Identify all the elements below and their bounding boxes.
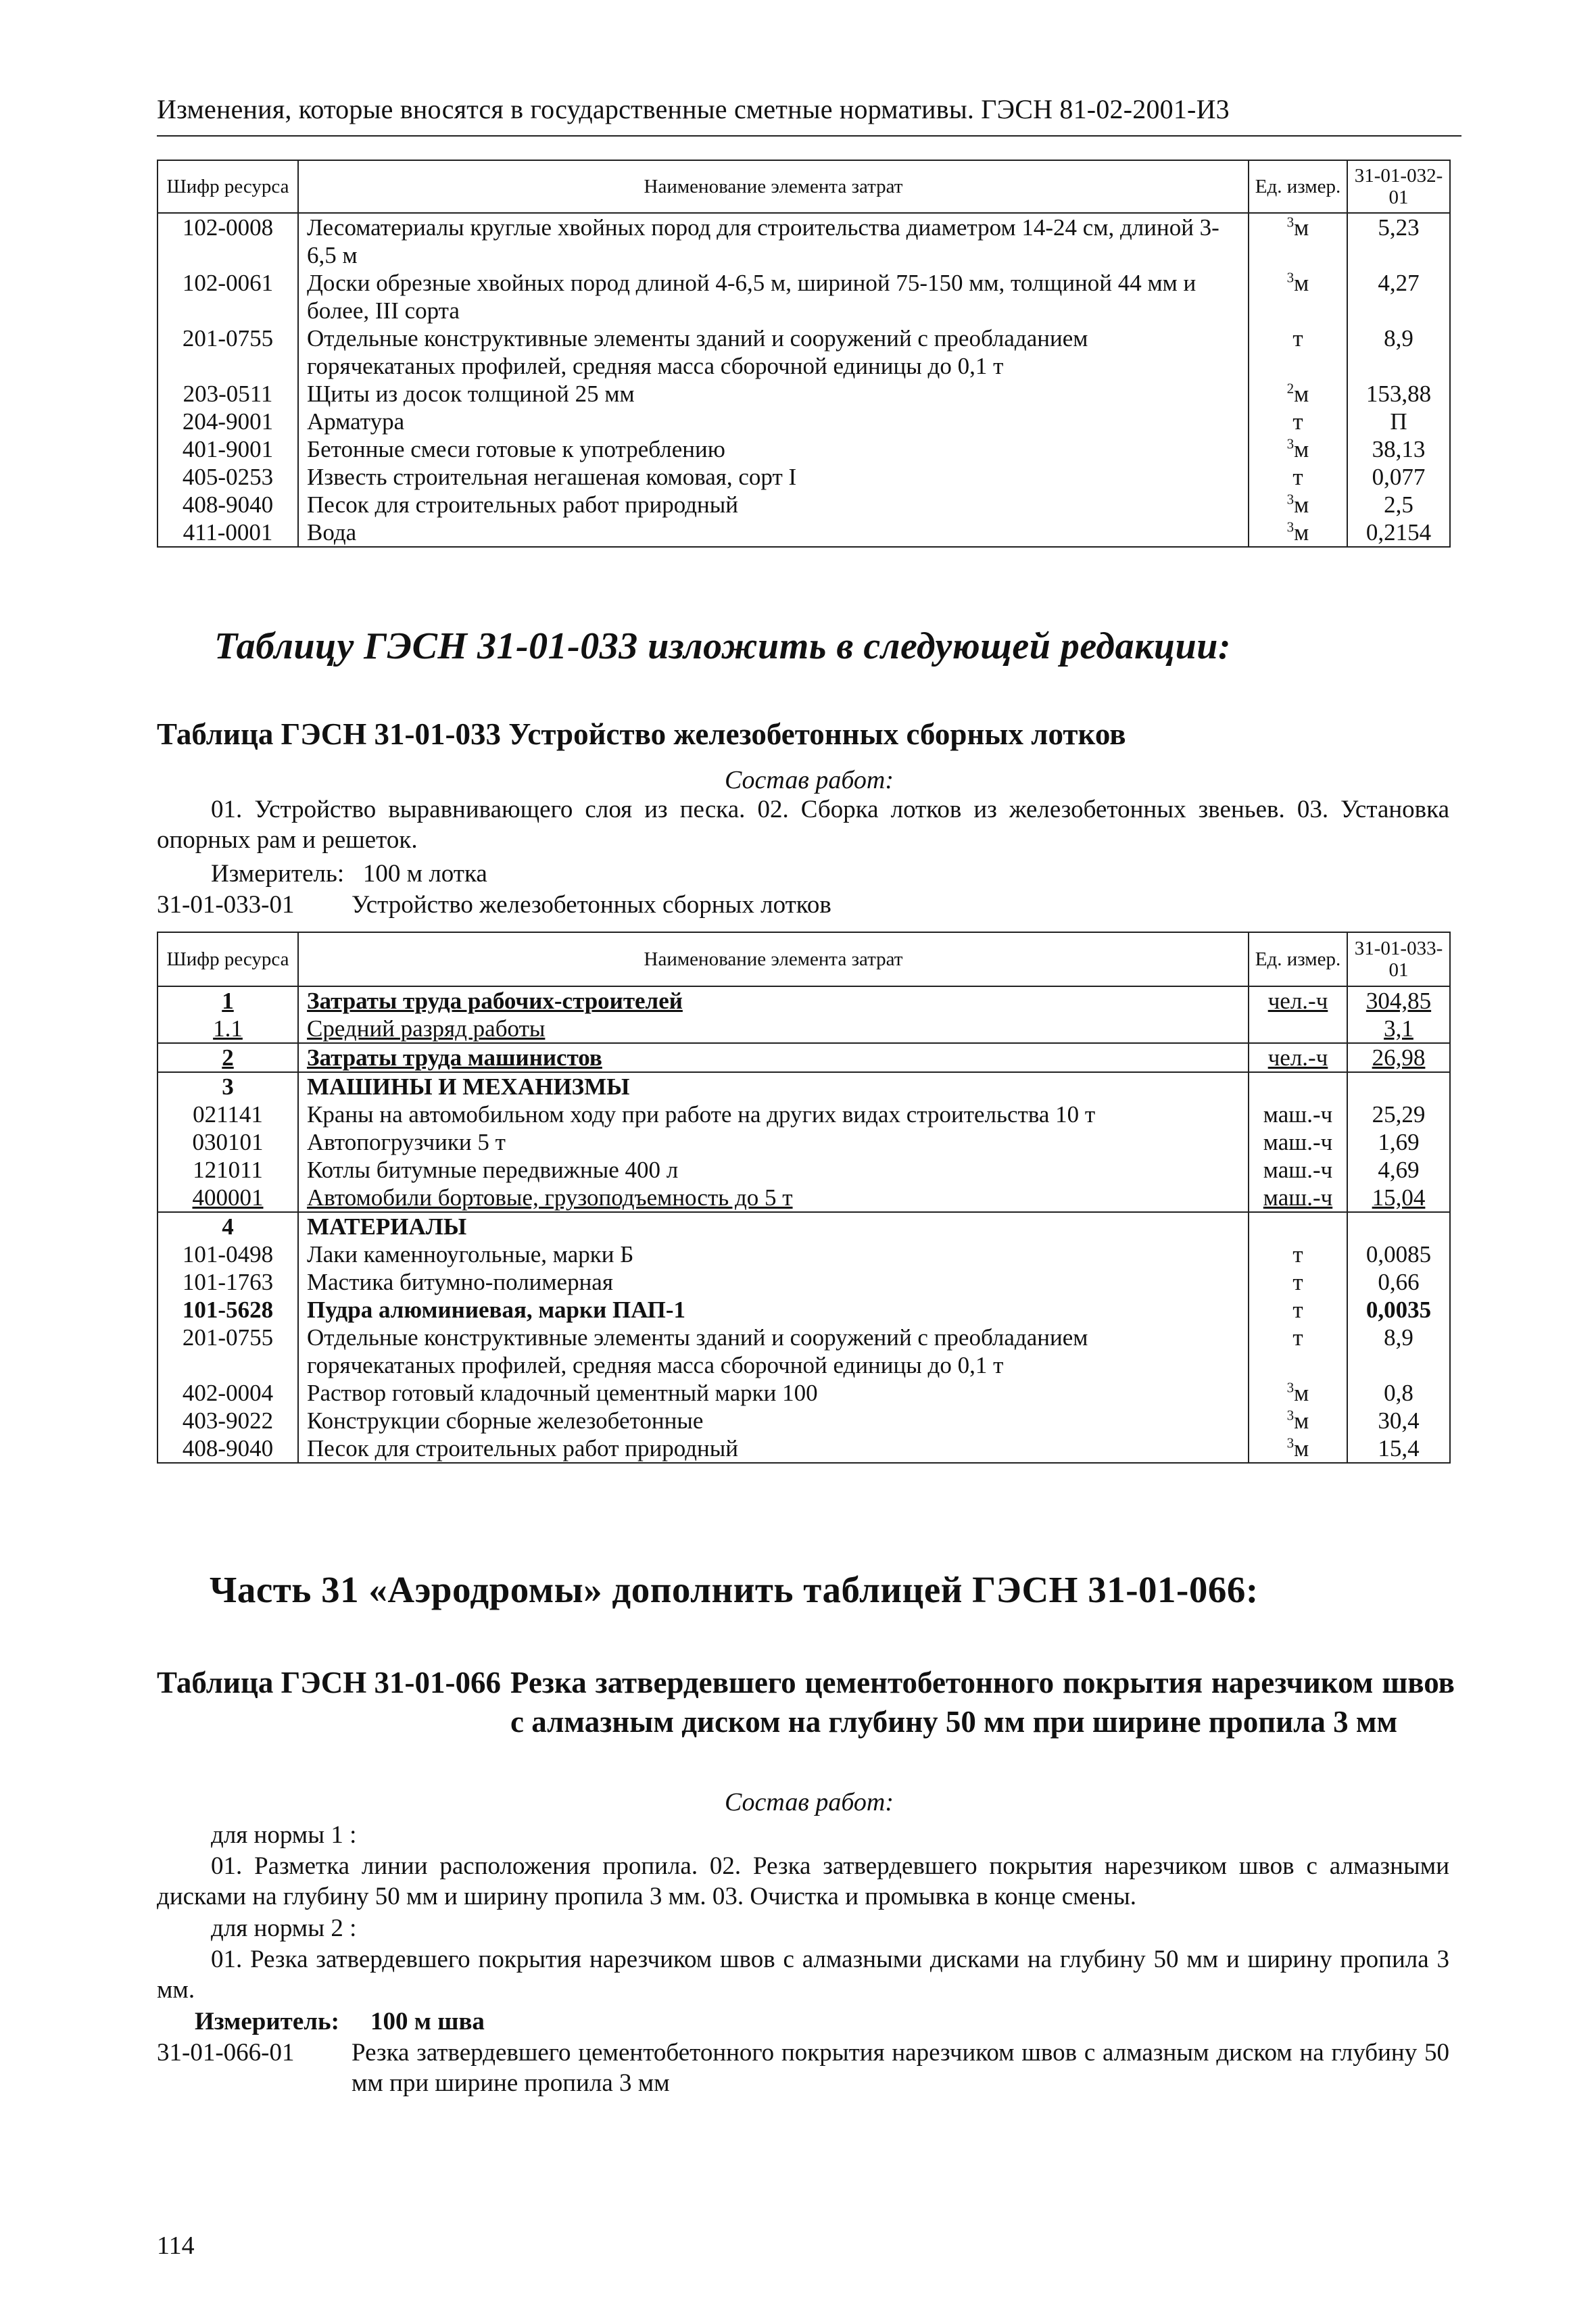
cell-code	[158, 1156, 298, 1184]
cell-value-text: 0,2154	[1365, 519, 1432, 546]
cell-value	[1347, 213, 1450, 269]
cell-name	[298, 269, 1249, 324]
cell-value	[1347, 435, 1450, 463]
cell-unit-text: маш.-ч	[1263, 1129, 1333, 1155]
cell-name-text: Песок для строительных работ природный	[307, 1435, 738, 1462]
col-header-code: Шифр ресурса	[158, 160, 298, 213]
cell-unit	[1249, 1156, 1347, 1184]
table-row	[158, 269, 1450, 324]
norm-name-066: Резка затвердевшего цементобетонного покрытия нарезчиком швов с алмазным диском на глубину 50 мм при ширине пропила 3 мм	[352, 2039, 1449, 2097]
table-row	[158, 1072, 1450, 1101]
cell-code	[158, 408, 298, 435]
cell-value	[1347, 463, 1450, 491]
cell-code	[158, 380, 298, 408]
cell-unit	[1249, 1101, 1347, 1128]
cell-unit	[1249, 1379, 1347, 1407]
col-header-code: Шифр ресурса	[158, 932, 298, 986]
cell-unit	[1249, 324, 1347, 380]
cell-name-text: Арматура	[307, 408, 405, 435]
table-row	[158, 1324, 1450, 1379]
cell-value-text: 5,23	[1378, 214, 1420, 241]
cell-unit-text: т	[1292, 325, 1303, 352]
cell-code-text: 411-0001	[183, 519, 273, 546]
cell-code-text: 408-9040	[182, 491, 274, 518]
cell-value-text: 304,85	[1365, 988, 1432, 1014]
cell-code-text: 3	[222, 1073, 234, 1100]
cell-value-text: 0,66	[1378, 1269, 1420, 1295]
cell-unit	[1249, 1268, 1347, 1296]
unit-exponent: 3	[1286, 518, 1295, 535]
cell-name-text: Известь строительная негашеная комовая, сорт I	[307, 464, 797, 490]
cell-value	[1347, 986, 1450, 1015]
table-row	[158, 1296, 1450, 1324]
cell-code	[158, 463, 298, 491]
cell-unit	[1249, 1128, 1347, 1156]
cell-unit	[1249, 380, 1347, 408]
col-header-unit: Ед. измер.	[1249, 160, 1347, 213]
cell-value	[1347, 1072, 1450, 1101]
cell-unit	[1249, 1240, 1347, 1268]
cell-name	[298, 463, 1249, 491]
cell-code-text: 201-0755	[182, 1324, 274, 1351]
table-row	[158, 1128, 1450, 1156]
cell-name-text: Бетонные смеси готовые к употреблению	[307, 436, 725, 462]
cell-code-text: 1.1	[213, 1015, 243, 1042]
cell-unit	[1249, 269, 1347, 324]
cell-name	[298, 1043, 1249, 1072]
table-row	[158, 1240, 1450, 1268]
table-row	[158, 1434, 1450, 1463]
unit-exponent: 3	[1286, 214, 1295, 231]
cell-unit	[1249, 1015, 1347, 1043]
cell-code	[158, 1043, 298, 1072]
unit-exponent: 3	[1286, 435, 1295, 452]
cell-value-text: 8,9	[1384, 1324, 1413, 1351]
table-row	[158, 463, 1450, 491]
cell-code-text: 021141	[193, 1101, 263, 1128]
cell-name-text: Автомобили бортовые, грузоподъемность до 5 т	[307, 1184, 793, 1211]
measure-033: Измеритель: 100 м лотка	[211, 860, 487, 888]
cell-code	[158, 1128, 298, 1156]
table-row	[158, 1184, 1450, 1212]
cell-unit-text: маш.-ч	[1263, 1101, 1333, 1128]
cell-code	[158, 269, 298, 324]
cell-code	[158, 1072, 298, 1101]
unit-exponent: 3	[1286, 1379, 1295, 1396]
cell-unit-text: т	[1292, 1269, 1303, 1295]
cell-unit	[1249, 1324, 1347, 1379]
cell-name	[298, 1296, 1249, 1324]
norm-name-033: Устройство железобетонных сборных лотков	[352, 891, 831, 919]
resource-table-032	[157, 160, 1451, 548]
cell-unit	[1249, 518, 1347, 547]
cell-value	[1347, 1015, 1450, 1043]
cell-code	[158, 1268, 298, 1296]
cell-code-text: 408-9040	[182, 1435, 274, 1462]
cell-value	[1347, 1434, 1450, 1463]
cell-code	[158, 1434, 298, 1463]
cell-value	[1347, 1296, 1450, 1324]
cell-code-text: 403-9022	[182, 1407, 274, 1434]
cell-name-text: Щиты из досок толщиной 25 мм	[307, 381, 635, 407]
cell-code	[158, 1101, 298, 1128]
norm-code-066: 31-01-066-01	[157, 2039, 295, 2067]
col-header-norm: 31-01-033-01	[1347, 932, 1450, 986]
cell-unit-text: т	[1292, 1241, 1303, 1268]
cell-value	[1347, 380, 1450, 408]
table-row	[158, 1268, 1450, 1296]
cell-unit	[1249, 986, 1347, 1015]
table-033-title: Таблица ГЭСН 31-01-033 Устройство железобетонных сборных лотков	[157, 717, 1126, 751]
measure-label-066: Измеритель:	[195, 2008, 339, 2035]
table-row	[158, 1043, 1450, 1072]
cell-name	[298, 1015, 1249, 1043]
cell-name-text: Автопогрузчики 5 т	[307, 1129, 506, 1155]
cell-unit-text: маш.-ч	[1263, 1184, 1333, 1211]
cell-unit-text: чел.-ч	[1267, 988, 1328, 1014]
cell-unit-text: чел.-ч	[1267, 1044, 1328, 1071]
cell-code-text: 101-1763	[182, 1269, 274, 1295]
cell-code-text: 121011	[193, 1157, 263, 1183]
cell-unit-text: м	[1294, 270, 1309, 296]
cell-code	[158, 1240, 298, 1268]
cell-value	[1347, 1379, 1450, 1407]
cell-unit	[1249, 1072, 1347, 1101]
cell-name-text: Пудра алюминиевая, марки ПАП-1	[307, 1297, 686, 1323]
cell-name-text: Мастика битумно-полимерная	[307, 1269, 613, 1295]
cell-name-text: МАТЕРИАЛЫ	[307, 1213, 467, 1240]
cell-value	[1347, 408, 1450, 435]
cell-name	[298, 1156, 1249, 1184]
cell-name	[298, 324, 1249, 380]
cell-name-text: Затраты труда машинистов	[307, 1044, 602, 1071]
unit-exponent: 3	[1286, 269, 1295, 286]
table-row	[158, 1407, 1450, 1434]
table-row	[158, 213, 1450, 269]
table-066-title-rest: Резка затвердевшего цементобетонного покрытия нарезчиком швов с алмазным диском на глубину 50 мм при ширине пропила 3 мм	[510, 1666, 1455, 1739]
cell-code	[158, 1212, 298, 1240]
cell-value-text: 15,4	[1378, 1435, 1420, 1462]
cell-name	[298, 213, 1249, 269]
cell-name	[298, 1324, 1249, 1379]
cell-code	[158, 518, 298, 547]
cell-name	[298, 491, 1249, 518]
cell-name-text: Средний разряд работы	[307, 1015, 546, 1042]
measure-value-066: 100 м шва	[370, 2008, 485, 2035]
cell-name	[298, 1379, 1249, 1407]
unit-exponent: 3	[1286, 1407, 1295, 1424]
cell-code	[158, 213, 298, 269]
table-row	[158, 1212, 1450, 1240]
cell-value	[1347, 518, 1450, 547]
cell-code-text: 102-0008	[182, 214, 274, 241]
running-header: Изменения, которые вносятся в государственные сметные нормативы. ГЭСН 81-02-2001-И3	[157, 94, 1230, 124]
cell-value-text: 0,0035	[1365, 1297, 1432, 1323]
cell-unit	[1249, 408, 1347, 435]
cell-unit-text: м	[1294, 491, 1309, 518]
cell-value-text: 4,27	[1378, 270, 1420, 296]
cell-value	[1347, 1240, 1450, 1268]
cell-value-text: 0,8	[1384, 1380, 1413, 1406]
table-row	[158, 518, 1450, 547]
cell-unit-text: маш.-ч	[1263, 1157, 1333, 1183]
table-row	[158, 324, 1450, 380]
cell-unit-text: м	[1294, 214, 1309, 241]
cell-code-text: 4	[222, 1213, 234, 1240]
cell-value-text: 30,4	[1378, 1407, 1420, 1434]
cell-unit-text: м	[1294, 1380, 1309, 1406]
cell-value-text: 3,1	[1384, 1015, 1413, 1042]
cell-code-text: 101-0498	[182, 1241, 274, 1268]
cell-value	[1347, 1043, 1450, 1072]
cell-name	[298, 1240, 1249, 1268]
cell-name	[298, 1434, 1249, 1463]
cell-code	[158, 1296, 298, 1324]
table-row	[158, 1101, 1450, 1128]
cell-unit	[1249, 1434, 1347, 1463]
norm-code-033: 31-01-033-01	[157, 891, 295, 919]
unit-exponent: 2	[1286, 380, 1295, 397]
cell-value	[1347, 269, 1450, 324]
cell-code	[158, 1379, 298, 1407]
table-row	[158, 1015, 1450, 1043]
table-066-title-lead: Таблица ГЭСН 31-01-066	[157, 1666, 501, 1699]
unit-exponent: 3	[1286, 491, 1295, 508]
header-rule	[157, 135, 1461, 137]
cell-code-text: 102-0061	[182, 270, 274, 296]
table-row	[158, 380, 1450, 408]
cell-name-text: Отдельные конструктивные элементы зданий и сооружений с преобладанием горячекатаных профилей, средняя масса сборочной единицы до 0,1 т	[307, 325, 1088, 379]
cell-unit-text: м	[1294, 381, 1309, 407]
cell-value	[1347, 1156, 1450, 1184]
table-row	[158, 408, 1450, 435]
cell-code	[158, 324, 298, 380]
cell-value-text: 38,13	[1372, 436, 1426, 462]
cell-name	[298, 380, 1249, 408]
cell-name	[298, 1184, 1249, 1212]
cell-value	[1347, 1268, 1450, 1296]
cell-code-text: 204-9001	[182, 408, 274, 435]
cell-code-text: 203-0511	[183, 381, 273, 407]
table-row	[158, 1379, 1450, 1407]
cell-name-text: Песок для строительных работ природный	[307, 491, 738, 518]
cell-value	[1347, 1407, 1450, 1434]
cell-name-text: Лесоматериалы круглые хвойных пород для строительства диаметром 14-24 см, длиной 3-6,5 м	[307, 214, 1219, 268]
cell-value	[1347, 1324, 1450, 1379]
cell-value-text: П	[1390, 408, 1407, 435]
cell-name-text: Доски обрезные хвойных пород длиной 4-6,5 м, шириной 75-150 мм, толщиной 44 мм и более, III сорта	[307, 270, 1196, 324]
col-header-unit: Ед. измер.	[1249, 932, 1347, 986]
cell-unit	[1249, 463, 1347, 491]
cell-name-text: Краны на автомобильном ходу при работе на других видах строительства 10 т	[307, 1101, 1096, 1128]
norm1-text: 01. Разметка линии расположения пропила. 02. Резка затвердевшего покрытия нарезчиком швов с алмазными дисками на глубину 50 мм и ширину пропила 3 мм. 03. Очистка и промывка в конце смены.	[157, 1852, 1449, 1910]
norm2-label: для нормы 2 :	[211, 1914, 357, 1942]
cell-unit	[1249, 1043, 1347, 1072]
cell-value	[1347, 324, 1450, 380]
table-row	[158, 435, 1450, 463]
cell-unit-text: т	[1292, 464, 1303, 490]
cell-name	[298, 1268, 1249, 1296]
col-header-name: Наименование элемента затрат	[298, 160, 1249, 213]
resource-table-033	[157, 932, 1451, 1464]
cell-code-text: 101-5628	[182, 1297, 274, 1323]
cell-value-text: 153,88	[1365, 381, 1432, 407]
cell-name	[298, 408, 1249, 435]
cell-value	[1347, 1128, 1450, 1156]
cell-code	[158, 986, 298, 1015]
table-066-title	[157, 1663, 1455, 1741]
cell-name	[298, 986, 1249, 1015]
work-composition-label-033: Состав работ:	[724, 766, 894, 794]
cell-name-text: МАШИНЫ И МЕХАНИЗМЫ	[307, 1073, 630, 1100]
cell-code-text: 201-0755	[182, 325, 274, 352]
cell-unit	[1249, 1407, 1347, 1434]
cell-name-text: Лаки каменноугольные, марки Б	[307, 1241, 634, 1268]
cell-name-text: Затраты труда рабочих-строителей	[307, 988, 683, 1014]
cell-value-text: 4,69	[1378, 1157, 1420, 1183]
cell-value	[1347, 1212, 1450, 1240]
col-header-name: Наименование элемента затрат	[298, 932, 1249, 986]
table-row	[158, 491, 1450, 518]
cell-code-text: 401-9001	[182, 436, 274, 462]
section-033-heading: Таблицу ГЭСН 31-01-033 изложить в следующей редакции:	[214, 625, 1232, 667]
unit-exponent: 3	[1286, 1434, 1295, 1451]
cell-code	[158, 491, 298, 518]
cell-code-text: 2	[222, 1044, 234, 1071]
work-composition-label-066: Состав работ:	[724, 1788, 894, 1816]
cell-value-text: 15,04	[1372, 1184, 1426, 1211]
cell-code	[158, 1015, 298, 1043]
cell-unit-text: м	[1294, 436, 1309, 462]
cell-name-text: Котлы битумные передвижные 400 л	[307, 1157, 679, 1183]
table-row	[158, 1156, 1450, 1184]
cell-code	[158, 1407, 298, 1434]
work-composition-text-033: 01. Устройство выравнивающего слоя из песка. 02. Сборка лотков из железобетонных звеньев. 03. Установка опорных рам и решеток.	[157, 796, 1449, 854]
cell-name	[298, 518, 1249, 547]
cell-code-text: 030101	[192, 1129, 264, 1155]
cell-value-text: 2,5	[1384, 491, 1413, 518]
cell-name	[298, 1101, 1249, 1128]
cell-unit	[1249, 1184, 1347, 1212]
cell-value-text: 25,29	[1372, 1101, 1426, 1128]
cell-code	[158, 1324, 298, 1379]
cell-unit	[1249, 491, 1347, 518]
cell-unit	[1249, 213, 1347, 269]
page-number: 114	[157, 2231, 195, 2260]
cell-name-text: Конструкции сборные железобетонные	[307, 1407, 704, 1434]
norm2-text: 01. Резка затвердевшего покрытия нарезчиком швов с алмазными дисками на глубину 50 мм и ширину пропила 3 мм.	[157, 1946, 1449, 2004]
cell-unit-text: т	[1292, 1297, 1303, 1323]
cell-unit	[1249, 1212, 1347, 1240]
cell-name	[298, 435, 1249, 463]
cell-value-text: 8,9	[1384, 325, 1413, 352]
cell-value-text: 0,077	[1372, 464, 1426, 490]
cell-code-text: 405-0253	[182, 464, 274, 490]
part-31-heading: Часть 31 «Аэродромы» дополнить таблицей ГЭСН 31-01-066:	[210, 1569, 1259, 1610]
cell-unit-text: м	[1294, 1435, 1309, 1462]
cell-name-text: Вода	[307, 519, 357, 546]
cell-unit	[1249, 435, 1347, 463]
cell-unit-text: м	[1294, 519, 1309, 546]
cell-value	[1347, 1101, 1450, 1128]
cell-name-text: Раствор готовый кладочный цементный марки 100	[307, 1380, 818, 1406]
cell-value-text: 1,69	[1378, 1129, 1420, 1155]
cell-code	[158, 435, 298, 463]
cell-value-text: 0,0085	[1365, 1241, 1432, 1268]
cell-code-text: 402-0004	[182, 1380, 274, 1406]
cell-name	[298, 1128, 1249, 1156]
cell-name	[298, 1072, 1249, 1101]
cell-name	[298, 1407, 1249, 1434]
col-header-norm: 31-01-032-01	[1347, 160, 1450, 213]
cell-code	[158, 1184, 298, 1212]
cell-value-text: 26,98	[1372, 1044, 1426, 1071]
cell-unit-text: м	[1294, 1407, 1309, 1434]
norm1-label: для нормы 1 :	[211, 1821, 357, 1849]
cell-value	[1347, 1184, 1450, 1212]
table-row	[158, 986, 1450, 1015]
cell-value	[1347, 491, 1450, 518]
cell-code-text: 400001	[192, 1184, 264, 1211]
cell-unit-text: т	[1292, 1324, 1303, 1351]
cell-unit-text: т	[1292, 408, 1303, 435]
cell-code-text: 1	[222, 988, 234, 1014]
cell-unit	[1249, 1296, 1347, 1324]
cell-name-text: Отдельные конструктивные элементы зданий и сооружений с преобладанием горячекатаных профилей, средняя масса сборочной единицы до 0,1 т	[307, 1324, 1088, 1378]
cell-name	[298, 1212, 1249, 1240]
